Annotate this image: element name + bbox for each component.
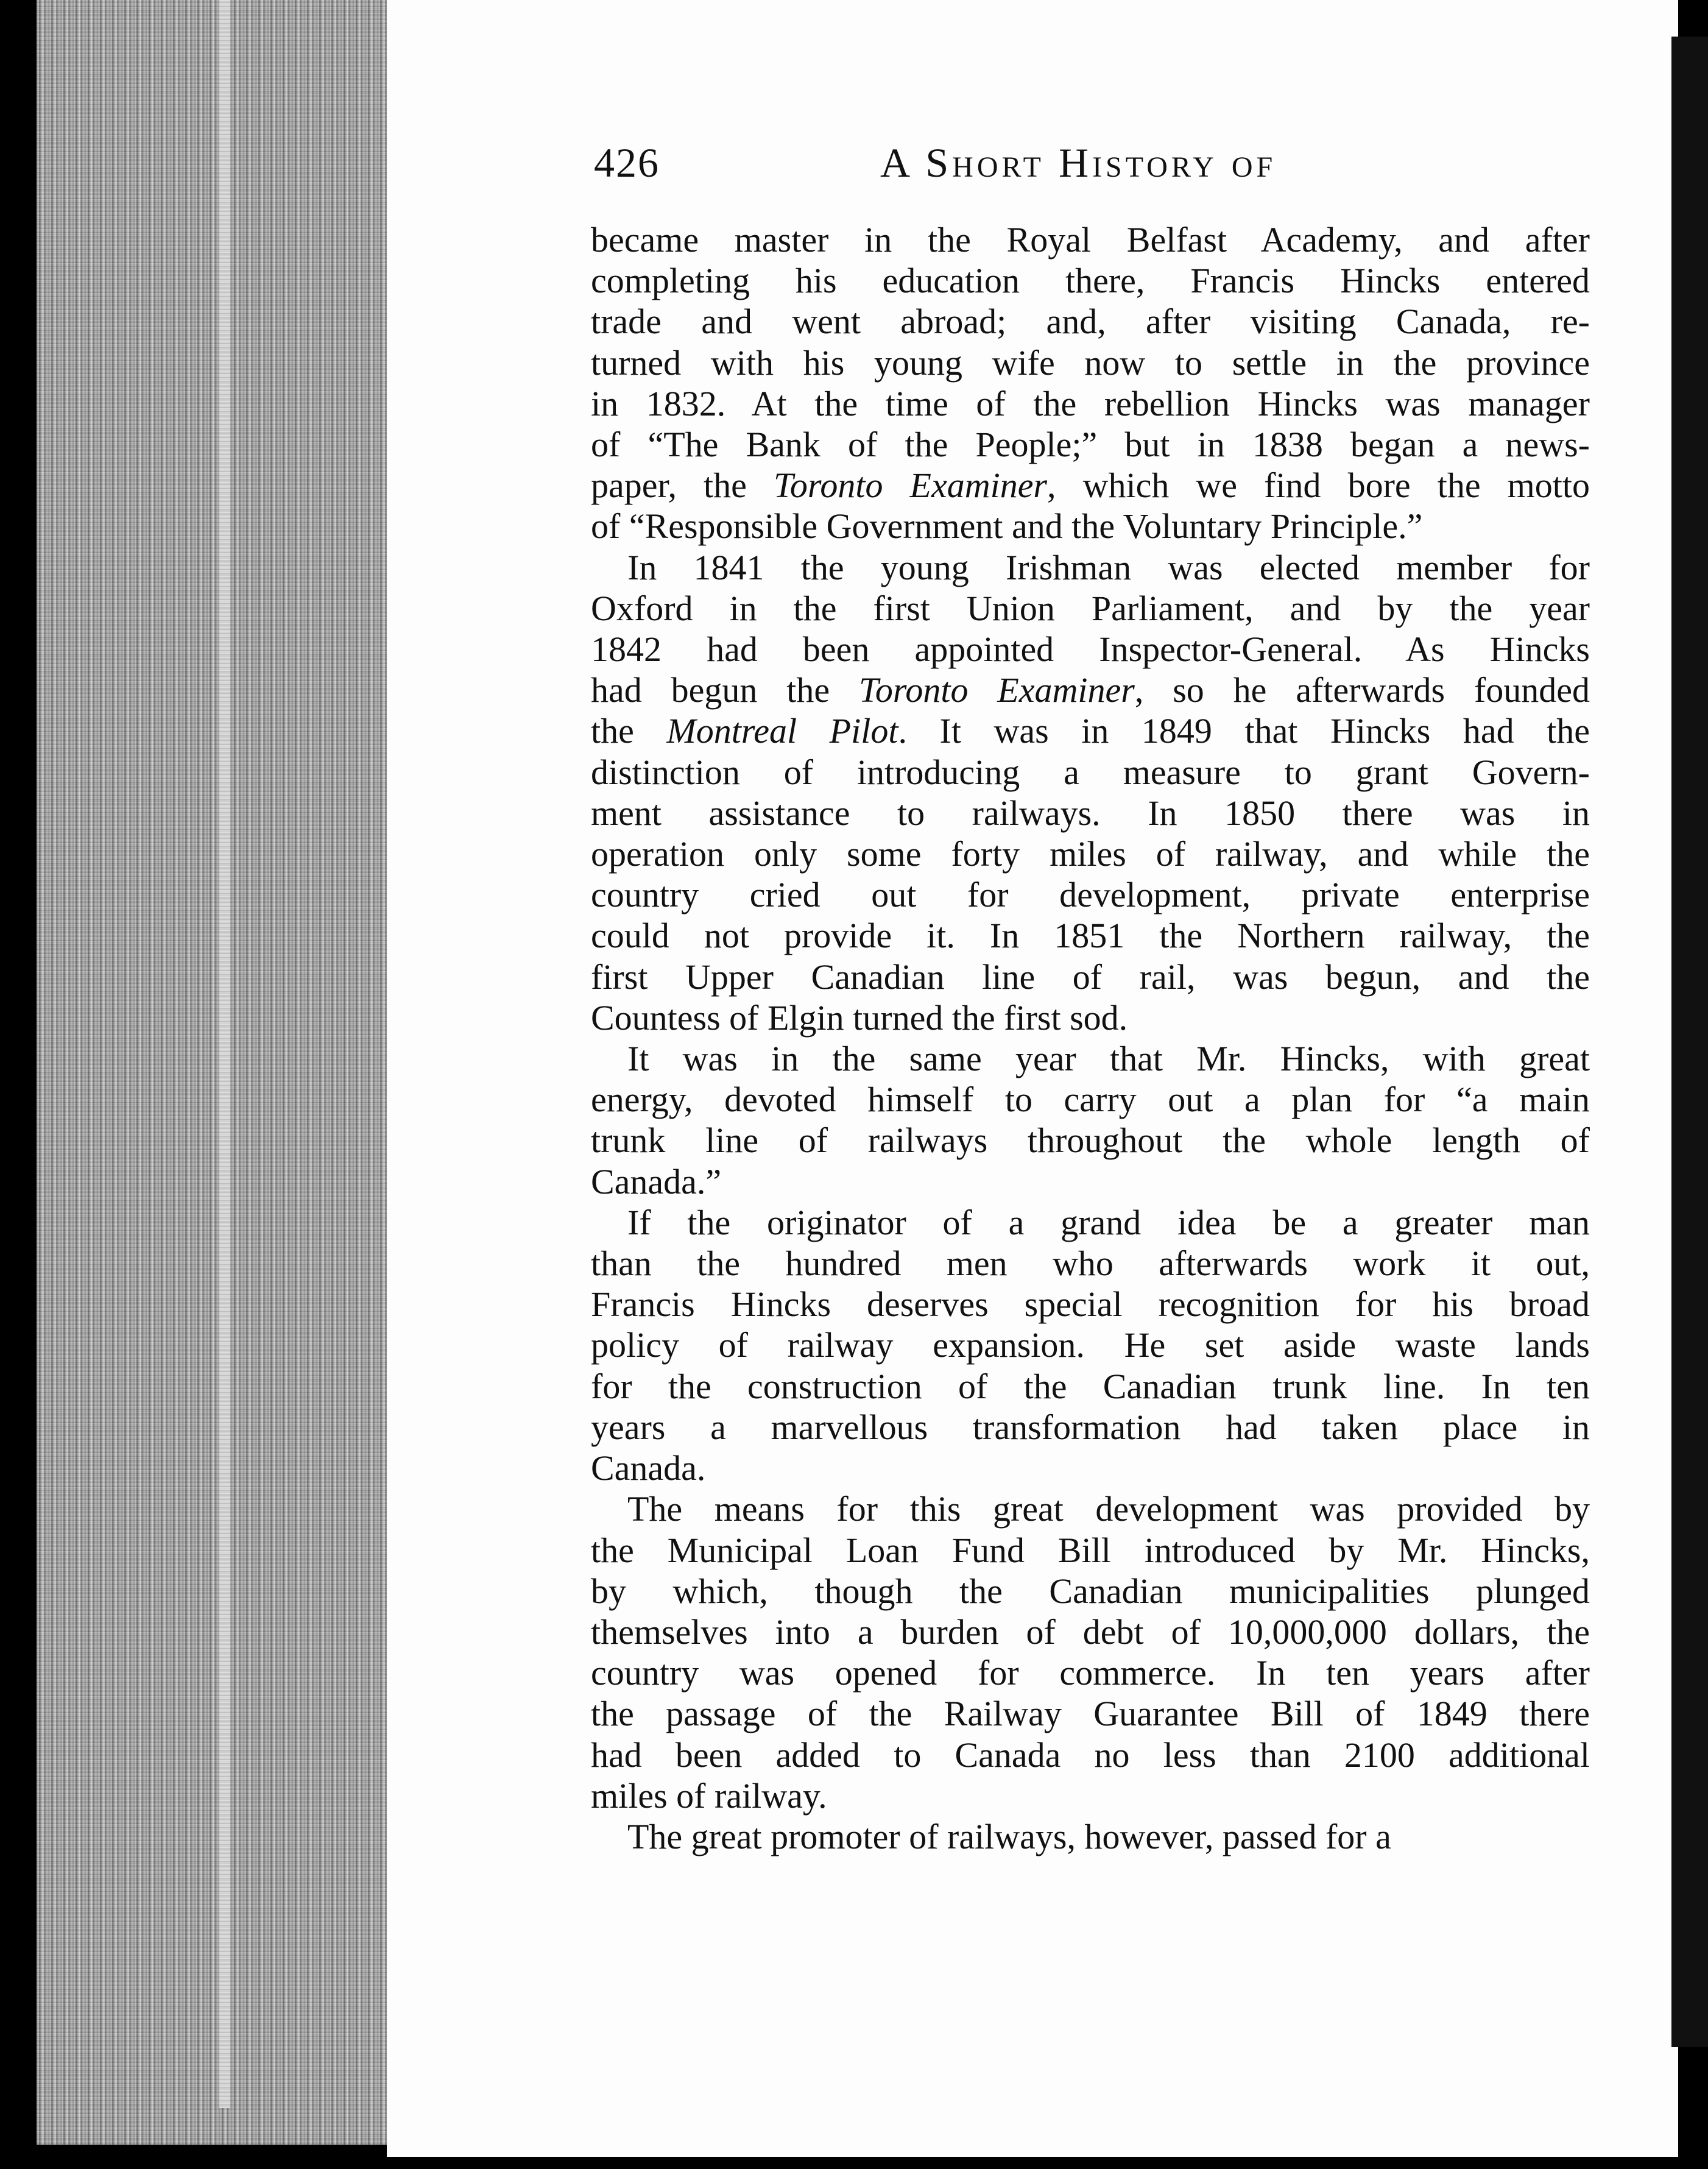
text-line: policy of railway expansion. He set aside waste lands: [591, 1325, 1590, 1365]
text-line: in 1832. At the time of the rebellion Hincks was manager: [591, 383, 1590, 423]
text-line: If the originator of a grand idea be a greater man: [627, 1202, 1590, 1242]
text-line: Francis Hincks deserves special recognition for his broad: [591, 1284, 1590, 1325]
text-line: It was in the same year that Mr. Hincks, with great: [627, 1039, 1590, 1079]
text-line: by which, though the Canadian municipalities plunged: [591, 1571, 1590, 1611]
text-line: country cried out for development, private enterprise: [591, 875, 1590, 915]
paragraph: [591, 1038, 1590, 1202]
text-line: the Montreal Pilot. It was in 1849 that Hincks had the: [591, 711, 1590, 751]
text-line: themselves into a burden of debt of 10,000,000 dollars, the: [591, 1612, 1590, 1652]
body-text: [591, 219, 1590, 1857]
text-line: Oxford in the first Union Parliament, and by the year: [591, 588, 1590, 628]
text-line: ment assistance to railways. In 1850 there was in: [591, 793, 1590, 833]
page-number: 426: [594, 140, 660, 186]
text-line: paper, the Toronto Examiner, which we find bore the motto: [591, 465, 1590, 506]
text-line: operation only some forty miles of railway, and while the: [591, 834, 1590, 874]
text-line: trade and went abroad; and, after visiting Canada, re-: [591, 302, 1590, 342]
text-line: completing his education there, Francis Hincks entered: [591, 261, 1590, 301]
page-edge-stack: [37, 0, 390, 2145]
text-line: for the construction of the Canadian trunk line. In ten: [591, 1366, 1590, 1406]
text-line: trunk line of railways throughout the whole length of: [591, 1120, 1590, 1161]
running-head: A Short History of: [880, 140, 1277, 186]
text-line: became master in the Royal Belfast Academy, and after: [591, 220, 1590, 260]
text-line: first Upper Canadian line of rail, was begun, and the: [591, 957, 1590, 997]
paragraph: [591, 1816, 1590, 1857]
binding-edge: [1671, 37, 1708, 2047]
paragraph: [591, 547, 1590, 1038]
text-line: had begun the Toronto Examiner, so he afterwards founded: [591, 670, 1590, 710]
text-line: than the hundred men who afterwards work it out,: [591, 1244, 1590, 1284]
text-line: turned with his young wife now to settle in the province: [591, 342, 1590, 383]
text-line: the passage of the Railway Guarantee Bill of 1849 there: [591, 1694, 1590, 1734]
text-line: Countess of Elgin turned the first sod.: [591, 997, 1128, 1038]
page-header: [594, 139, 1319, 206]
text-line: the Municipal Loan Fund Bill introduced by Mr. Hincks,: [591, 1530, 1590, 1570]
text-line: Canada.: [591, 1448, 706, 1488]
text-line: energy, devoted himself to carry out a plan for “a main: [591, 1080, 1590, 1120]
text-line: of “The Bank of the People;” but in 1838 began a news-: [591, 425, 1590, 465]
text-line: could not provide it. In 1851 the Northern railway, the: [591, 916, 1590, 956]
paragraph: [591, 1488, 1590, 1816]
text-line: distinction of introducing a measure to grant Govern-: [591, 752, 1590, 792]
page-edge-gap: [219, 0, 230, 2108]
text-line: 1842 had been appointed Inspector-General. As Hincks: [591, 629, 1590, 670]
text-line: years a marvellous transformation had taken place in: [591, 1407, 1590, 1447]
text-line: The means for this great development was provided by: [627, 1489, 1590, 1529]
text-line: of “Responsible Government and the Voluntary Principle.”: [591, 506, 1423, 547]
paragraph: [591, 219, 1590, 547]
text-line: country was opened for commerce. In ten years after: [591, 1653, 1590, 1693]
text-line: Canada.”: [591, 1161, 722, 1201]
paragraph: [591, 1202, 1590, 1488]
text-line: The great promoter of railways, however, passed for a: [627, 1816, 1391, 1856]
text-line: had been added to Canada no less than 2100 additional: [591, 1735, 1590, 1775]
text-line: In 1841 the young Irishman was elected member for: [627, 547, 1590, 587]
text-line: miles of railway.: [591, 1775, 827, 1816]
